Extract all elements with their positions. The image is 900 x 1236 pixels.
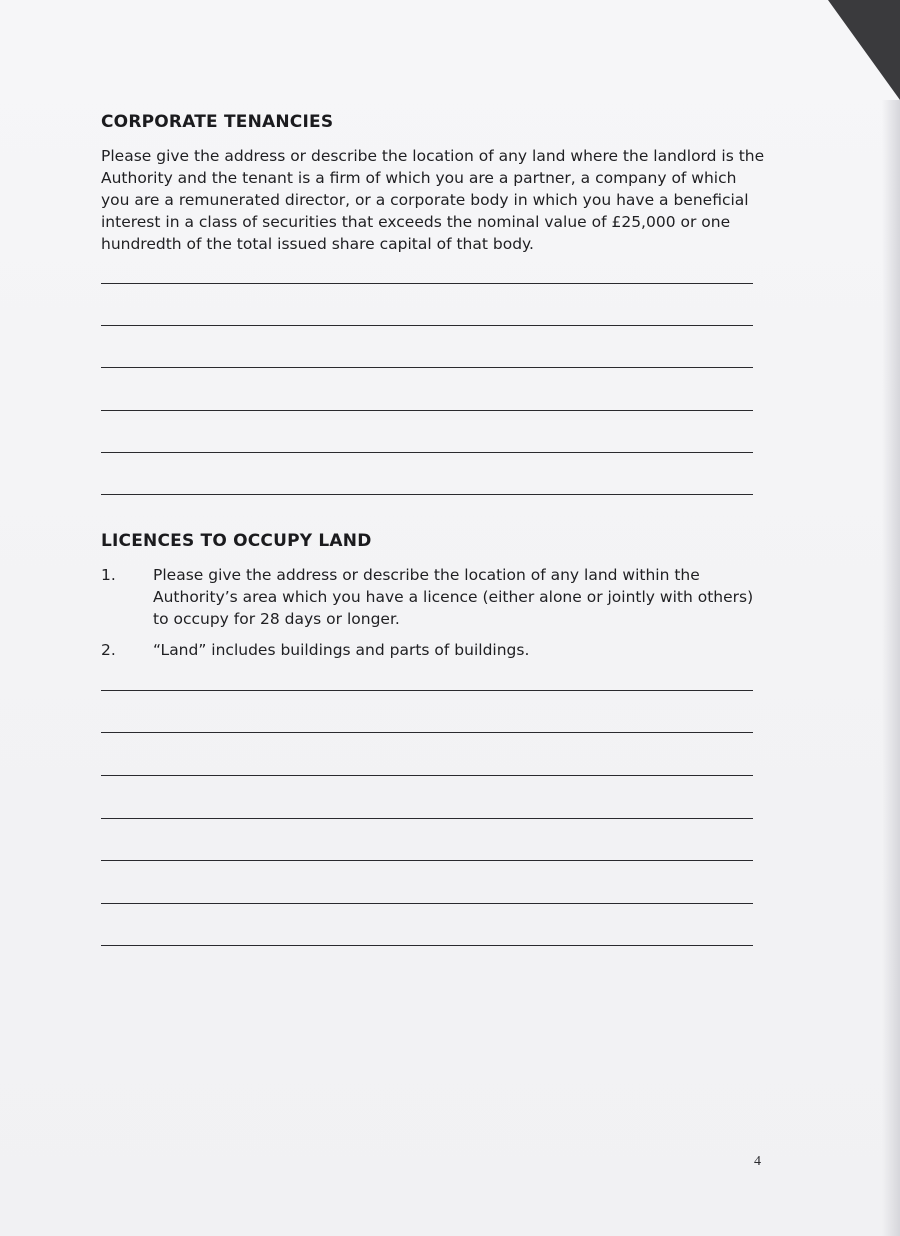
answer-line[interactable]	[101, 283, 753, 284]
corporate-tenancies-heading: CORPORATE TENANCIES	[101, 112, 334, 132]
body-line: hundredth of the total issued share capital of that body.	[101, 235, 534, 253]
item-line: Authority’s area which you have a licence (either alone or jointly with others)	[153, 588, 754, 606]
answer-line[interactable]	[101, 903, 753, 904]
answer-line[interactable]	[101, 818, 753, 819]
answer-line[interactable]	[101, 860, 753, 861]
body-line: you are a remunerated director, or a corporate body in which you have a beneficial	[101, 191, 749, 209]
answer-line[interactable]	[101, 732, 753, 733]
item-text	[153, 564, 763, 630]
item-line: to occupy for 28 days or longer.	[153, 610, 400, 628]
licence-item-2	[101, 639, 771, 661]
answer-line[interactable]	[101, 945, 753, 946]
item-number: 1.	[101, 566, 116, 584]
answer-line[interactable]	[101, 452, 753, 453]
body-line: interest in a class of securities that exceeds the nominal value of £25,000 or one	[101, 213, 731, 231]
page-edge-shadow	[882, 100, 900, 1236]
answer-line[interactable]	[101, 410, 753, 411]
body-line: Authority and the tenant is a firm of which you are a partner, a company of which	[101, 169, 737, 187]
item-number: 2.	[101, 641, 116, 659]
licence-item-1	[101, 564, 771, 630]
answer-line[interactable]	[101, 775, 753, 776]
answer-line[interactable]	[101, 367, 753, 368]
licences-heading: LICENCES TO OCCUPY LAND	[101, 531, 372, 551]
body-line: Please give the address or describe the location of any land where the landlord is the	[101, 147, 765, 165]
answer-line[interactable]	[101, 494, 753, 495]
folded-corner	[828, 0, 900, 100]
item-line: Please give the address or describe the location of any land within the	[153, 566, 700, 584]
answer-line[interactable]	[101, 690, 753, 691]
item-line: “Land” includes buildings and parts of buildings.	[153, 641, 530, 659]
answer-line[interactable]	[101, 325, 753, 326]
corporate-tenancies-body	[101, 145, 771, 255]
page-number: 4	[754, 1154, 761, 1169]
item-text	[153, 639, 763, 661]
